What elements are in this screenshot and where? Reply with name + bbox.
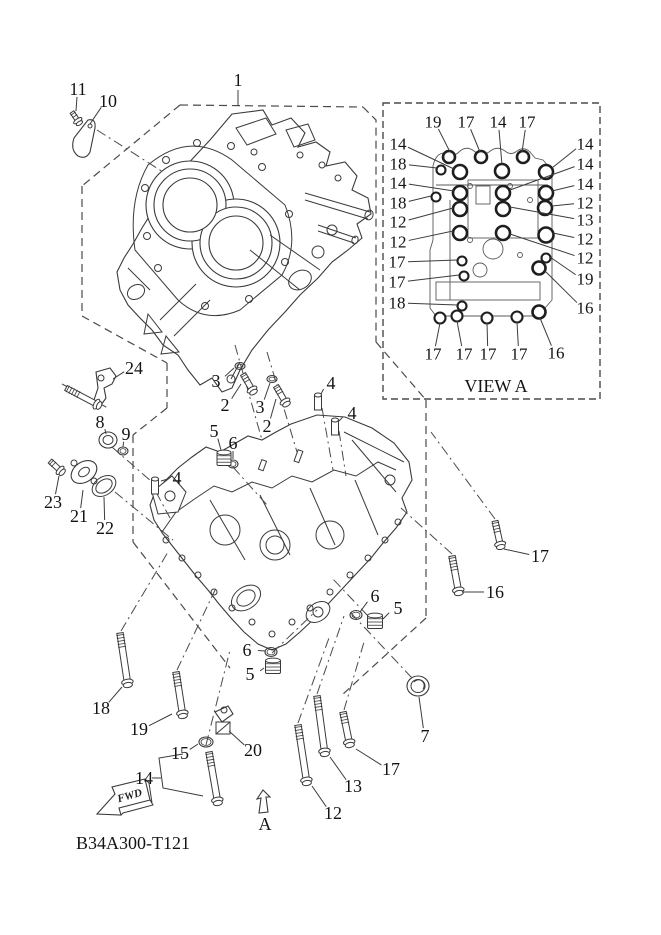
alignment-leader — [177, 588, 216, 670]
callout-label: 12 — [576, 193, 594, 213]
callout-label: 2 — [220, 395, 230, 415]
dowel-pin — [315, 393, 322, 410]
callout-label: 9 — [121, 424, 131, 444]
leader-line — [383, 613, 389, 619]
leader-line — [419, 697, 423, 728]
callout-label: 16 — [576, 298, 594, 318]
alignment-leader — [332, 578, 368, 616]
inset-bolt-hole — [475, 151, 487, 163]
callout-label: 19 — [424, 112, 442, 132]
callout-label: 19 — [130, 719, 148, 739]
inset-bolt-hole — [437, 166, 446, 175]
callout-label: 14 — [135, 768, 153, 788]
leader-line — [321, 389, 324, 394]
callout-label: 10 — [99, 91, 117, 111]
callout-label: 5 — [209, 421, 219, 441]
callout-label: 6 — [370, 586, 380, 606]
callout-label: 12 — [576, 248, 594, 268]
callout-label: 4 — [326, 373, 336, 393]
leader-line — [504, 549, 529, 554]
callout-label: 17 — [457, 112, 475, 132]
callout-label: 16 — [486, 582, 504, 602]
callout-label: 5 — [245, 664, 255, 684]
callout-label: 15 — [171, 743, 189, 763]
upper-crankcase-drawing — [117, 110, 374, 392]
callout-label: 12 — [576, 229, 594, 249]
inset-bolt-hole — [496, 226, 510, 240]
bolt — [203, 751, 224, 807]
inset-bolt-hole — [539, 228, 554, 243]
inset-bolt-hole — [452, 311, 463, 322]
inset-bolt-hole — [435, 313, 446, 324]
callout-label: 17 — [382, 759, 400, 779]
inset-bolt-hole — [495, 164, 509, 178]
callout-label: 13 — [576, 210, 594, 230]
leader-line — [109, 687, 122, 702]
inset-bolt-hole — [458, 257, 467, 266]
dowel-pin — [152, 477, 159, 494]
dowel-pin — [332, 418, 339, 435]
alignment-leader — [344, 642, 364, 710]
alignment-leader — [206, 650, 230, 745]
leader-line — [360, 602, 367, 612]
leader-line — [258, 650, 265, 651]
bolt — [170, 671, 189, 719]
callout-label: 17 — [479, 344, 497, 364]
callout-label: 6 — [228, 433, 238, 453]
callout-label: 14 — [576, 174, 594, 194]
callout-label: 12 — [324, 803, 342, 823]
dashed-boundary — [363, 107, 376, 342]
callout-label: 14 — [389, 134, 407, 154]
cap-8 — [99, 432, 117, 448]
threaded-plug — [368, 613, 383, 628]
callout-label: 3 — [255, 397, 265, 417]
leader-line — [264, 383, 270, 400]
leader-line — [149, 714, 172, 726]
bolt — [114, 632, 134, 688]
bolt — [337, 711, 356, 749]
inset-bolt-hole — [453, 165, 467, 179]
callout-label: 19 — [576, 269, 594, 289]
view-a-marker-label: A — [258, 814, 272, 834]
alignment-leader — [317, 616, 344, 694]
callout-label: 23 — [44, 492, 62, 512]
inset-bolt-hole — [533, 262, 546, 275]
callout-label: 17 — [510, 344, 528, 364]
fwd-label: FWD — [116, 786, 144, 806]
inset-bolt-hole — [453, 186, 467, 200]
callout-label: 3 — [211, 371, 221, 391]
callout-label: 17 — [388, 272, 406, 292]
inset-bolt-hole — [517, 151, 529, 163]
bolt — [238, 371, 259, 396]
inset-bolt-hole — [453, 202, 467, 216]
leader-line — [487, 323, 488, 346]
inset-bolt-hole — [496, 186, 510, 200]
threaded-plug — [266, 658, 281, 673]
callout-label: 16 — [547, 343, 565, 363]
inset-bolt-hole — [496, 202, 510, 216]
bolt — [46, 457, 67, 477]
alignment-leader — [431, 432, 495, 519]
leader-line — [260, 668, 264, 671]
leader-line — [229, 731, 244, 745]
bolt — [446, 555, 465, 597]
callout-label: 12 — [389, 232, 407, 252]
callout-label: 4 — [347, 403, 357, 423]
callout-label: 5 — [393, 598, 403, 618]
inset-bolt-hole — [533, 306, 546, 319]
callout-label: 14 — [489, 112, 507, 132]
callout-label: 14 — [576, 154, 594, 174]
inset-bolt-hole — [539, 186, 553, 200]
view-a-title: VIEW A — [464, 376, 528, 396]
callout-label: 17 — [388, 252, 406, 272]
alignment-leader — [121, 552, 168, 631]
inset-bolt-hole — [542, 254, 551, 263]
inset-bolt-hole — [443, 151, 455, 163]
bolt — [68, 109, 84, 127]
callout-label: 12 — [389, 212, 407, 232]
inset-bolt-hole — [512, 312, 523, 323]
callout-label: 8 — [95, 412, 105, 432]
callout-label: 21 — [70, 506, 88, 526]
callout-label: 18 — [92, 698, 110, 718]
clamp-20 — [215, 706, 233, 722]
callout-label: 14 — [576, 134, 594, 154]
callout-label: 18 — [389, 154, 407, 174]
callout-label: 13 — [344, 776, 362, 796]
alignment-leader — [298, 638, 329, 723]
inset-bolt-hole — [460, 272, 469, 281]
callout-label: 22 — [96, 518, 114, 538]
dashed-boundary — [133, 408, 167, 435]
callout-label: 24 — [125, 358, 143, 378]
callout-label: 18 — [388, 293, 406, 313]
callout-label: 17 — [531, 546, 549, 566]
callout-label: 4 — [172, 468, 182, 488]
inset-bolt-hole — [453, 226, 467, 240]
inset-bolt-hole — [458, 302, 467, 311]
leader-line — [190, 744, 198, 749]
callout-label: 14 — [389, 173, 407, 193]
callout-label: 2 — [262, 416, 272, 436]
leader-line — [104, 497, 105, 520]
callout-label: 17 — [424, 344, 442, 364]
view-a-marker — [257, 790, 272, 834]
callout-label: 17 — [518, 112, 536, 132]
callout-label: 11 — [69, 79, 87, 99]
callout-label: 20 — [244, 740, 262, 760]
diagram-code: B34A300-T121 — [76, 833, 190, 853]
bolt — [490, 520, 507, 551]
callout-label: 17 — [455, 344, 473, 364]
callout-label: 18 — [389, 193, 407, 213]
callout-label: 1 — [233, 70, 243, 90]
leader-line — [76, 97, 77, 111]
inset-bolt-hole — [432, 193, 441, 202]
inset-bolt-hole — [482, 313, 493, 324]
bolt — [292, 724, 313, 786]
callout-label: 7 — [420, 726, 430, 746]
dashed-boundary — [180, 105, 363, 107]
bolt — [311, 695, 331, 757]
view-a-inset — [383, 103, 600, 399]
leader-line — [356, 749, 381, 765]
callout-label: 6 — [242, 640, 252, 660]
